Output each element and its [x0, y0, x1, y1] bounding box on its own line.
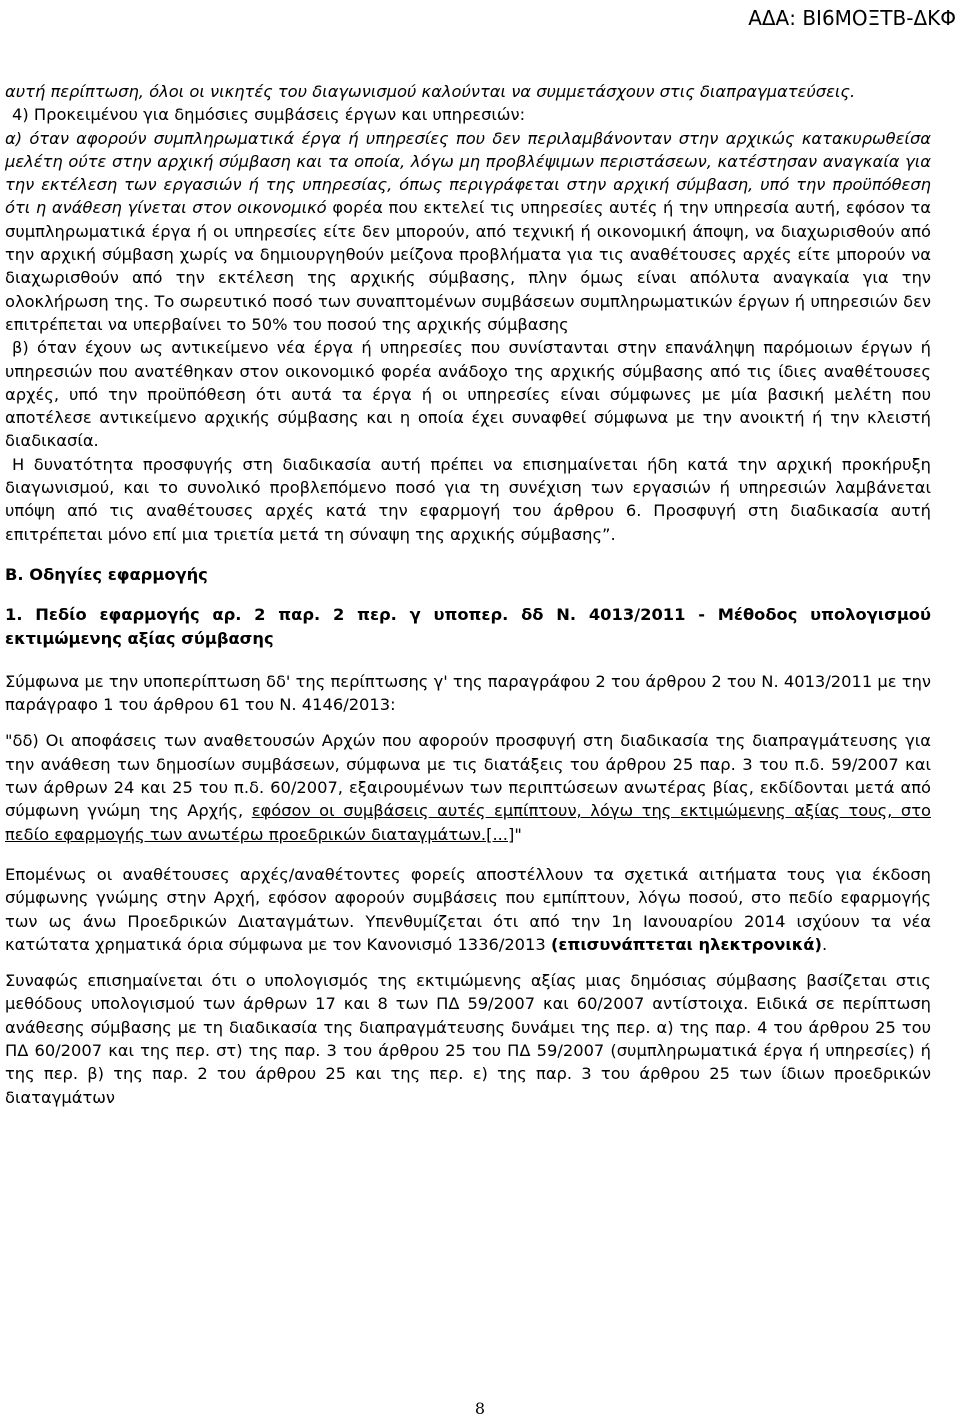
section-b-title: Β. Οδηγίες εφαρμογής: [5, 564, 208, 584]
paragraph-possibility: Η δυνατότητα προσφυγής στη διαδικασία αυτή πρέπει να επισημαίνεται ήδη κατά την αρχική προκήρυξη διαγωνισμού, και το συνολικό προβλεπόμενο ποσό για τη συνέχιση των εργασιών ή υπηρεσιών λαμβάνεται υπόψη από τις αναθέτουσες αρχές κατά την εφαρμογή του άρθρου 6. Προσφυγή στη διαδικασία αυτή επιτρέπεται μόνο επί μια τριετία μετά τη σύναψη της αρχικής σύμβασης”.: [5, 454, 931, 544]
paragraph-point-a-italic: α) όταν αφορούν συμπληρωματικά έργα ή υπηρεσίες που δεν περιλαμβάνονταν στην αρχικώς κατακυρωθείσα μελέτη ούτε στην αρχική σύμβαση και τα οποία, λόγω μη προβλέψιμων περιστάσεων, κατέστησαν αναγκαία για την εκτέλεση των εργασιών ή της υπηρεσίας, όπως περιγράφεται στην αρχική σύμβαση, υπό την προϋπόθεση ότι η ανάθεση γίνεται στον οικονομικό: [5, 128, 931, 218]
paragraph-therefore: [5, 863, 931, 956]
paragraph-point-a-rest: φορέα που εκτελεί τις υπηρεσίες αυτές ή την υπηρεσία αυτή, εφόσον τα συμπληρωματικά έργα ή οι υπηρεσίες είτε δεν μπορούν, από τεχνική ή οικονομική άποψη, να διαχωρισθούν από την αρχική σύμβαση χωρίς να δημιουργηθούν μείζονα προβλήματα για τις αναθέτουσες αρχές είτε μπορούν να διαχωρισθούν από την εκτέλεση της αρχικής σύμβασης, πλην όμως είναι απόλυτα αναγκαία για την ολοκλήρωση της. Το σωρευτικό ποσό των συναπτομένων συμβάσεων συμπληρωματικών έργων ή υπηρεσιών δεν επιτρέπεται να υπερβαίνει το 50% του ποσού της αρχικής σύμβασης: [5, 198, 931, 334]
ada-code: ΑΔΑ: ΒΙ6ΜΟΞΤΒ-ΔΚΦ: [748, 6, 956, 30]
paragraph-negotiations: αυτή περίπτωση, όλοι οι νικητές του διαγωνισμού καλούνται να συμμετάσχουν στις διαπραγματεύσεις.: [5, 82, 856, 101]
paragraph-law: Σύμφωνα με την υποπερίπτωση δδ' της περίπτωσης γ' της παραγράφου 2 του άρθρου 2 του Ν. 4013/2011 με την παράγραφο 1 του άρθρου 61 του Ν. 4146/2013:: [5, 671, 931, 715]
therefore-text: Επομένως οι αναθέτουσες αρχές/αναθέτοντες φορείς αποστέλλουν τα σχετικά αιτήματα τους για έκδοση σύμφωνης γνώμης στην Αρχή, εφόσον αφορούν συμβάσεις που εμπίπτουν, λόγω ποσού, στο πεδίο εφαρμογής των ως άνω Προεδρικών Διαταγμάτων. Υπενθυμίζεται ότι από την 1η Ιανουαρίου 2014 ισχύουν τα νέα κατώτατα χρηματικά όρια σύμφωνα με τον Κανονισμό 1336/2013: [5, 864, 931, 954]
paragraph-point-b: β) όταν έχουν ως αντικείμενο νέα έργα ή υπηρεσίες που συνίστανται στην επανάληψη παρόμοιων έργων ή υπηρεσιών που ανατέθηκαν στον οικονομικό φορέα ανάδοχο της αρχικής σύμβασης από τις ίδιες αναθέτουσες αρχές, υπό την προϋπόθεση ότι αυτά τα έργα ή οι υπηρεσίες είναι σύμφωνες με μία βασική μελέτη που αποτέλεσε αντικείμενο αρχικής σύμβασης και η οποία έχει συναφθεί σύμφωνα με την ανοικτή ή την κλειστή διαδικασία.: [5, 338, 931, 451]
document-body: [5, 80, 931, 1109]
heading-scope: 1. Πεδίο εφαρμογής αρ. 2 παρ. 2 περ. γ υποπερ. δδ Ν. 4013/2011 - Μέθοδος υπολογισμού εκτιμώμενης αξίας σύμβασης: [5, 605, 931, 648]
paragraph-point-4: 4) Προκειμένου για δημόσιες συμβάσεις έργων και υπηρεσιών:: [12, 105, 526, 125]
paragraph-calculation: Συναφώς επισημαίνεται ότι ο υπολογισμός της εκτιμώμενης αξίας μιας δημόσιας σύμβασης βασίζεται στις μεθόδους υπολογισμού των άρθρων 17 και 8 των ΠΔ 59/2007 και 60/2007 αντίστοιχα. Ειδικά σε περίπτωση ανάθεσης σύμβασης με τη διαδικασία της διαπραγμάτευσης δυνάμει της περ. α) της παρ. 4 του άρθρου 25 του ΠΔ 60/2007 και της περ. στ) της παρ. 3 του άρθρου 25 του ΠΔ 59/2007 (συμπληρωματικά έργα ή υπηρεσίες) ή της περ. β) της παρ. 2 του άρθρου 25 και της περ. ε) της παρ. 3 του άρθρου 25 των ίδιων προεδρικών διαταγμάτων: [5, 971, 931, 1107]
quote-underlined: εφόσον οι συμβάσεις αυτές εμπίπτουν, λόγω της εκτιμώμενης αξίας τους, στο πεδίο εφαρμογής των ανωτέρω προεδρικών διαταγμάτων.[...]: [5, 801, 931, 844]
therefore-end: .: [821, 934, 828, 954]
therefore-bold: (επισυνάπτεται ηλεκτρονικά): [550, 934, 822, 954]
page-number: 8: [474, 1399, 486, 1418]
paragraph-point-a: [5, 127, 931, 337]
quote-close: ": [514, 824, 522, 844]
paragraph-quote: [5, 729, 931, 845]
quote-text: "δδ) Οι αποφάσεις των αναθετουσών Αρχών που αφορούν προσφυγή στη διαδικασία της διαπραγμάτευσης για την ανάθεση των δημοσίων συμβάσεων, σύμφωνα με τις διατάξεις του άρθρου 25 παρ. 3 του π.δ. 59/2007 και των άρθρων 24 και 25 του π.δ. 60/2007, εξαιρουμένων των περιπτώσεων ανωτέρας βίας, εκδίδονται μετά από σύμφωνη γνώμη της Αρχής,: [5, 731, 931, 821]
